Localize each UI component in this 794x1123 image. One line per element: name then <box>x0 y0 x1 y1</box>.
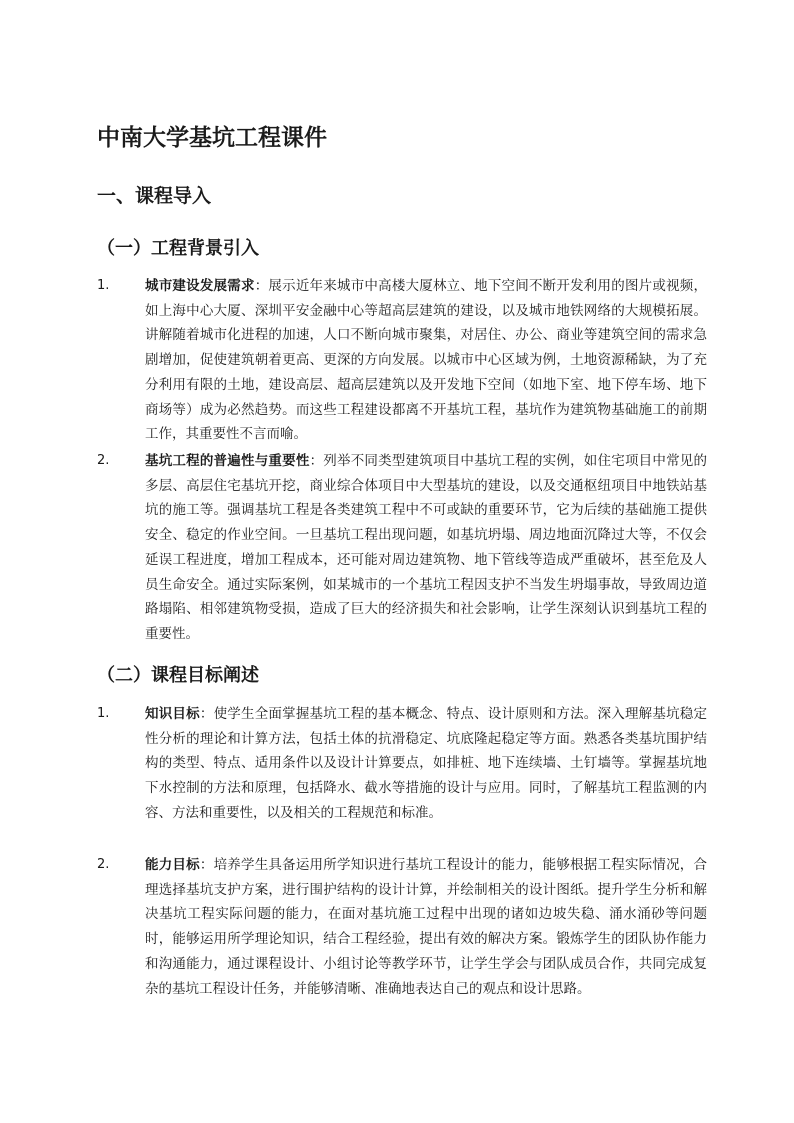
list-item-body <box>145 853 707 1001</box>
list-item-text: ：列举不同类型建筑项目中基坑工程的实例，如住宅项目中常见的多层、高层住宅基坑开挖，商业综合体项目中大型基坑的建设，以及交通枢纽项目中地铁站基坑的施工等。强调基坑工程是各类建筑工程中不可或缺的重要环节，它为后续的基础施工提供安全、稳定的作业空间。一旦基坑工程出现问题，如基坑坍塌、周边地面沉降过大等，不仅会延误工程进度，增加工程成本，还可能对周边建筑物、地下管线等造成严重破坏，甚至危及人员生命安全。通过实际案例，如某城市的一个基坑工程因支护不当发生坍塌事故，导致周边道路塌陷、相邻建筑物受损，造成了巨大的经济损失和社会影响，让学生深刻认识到基坑工程的重要性。 <box>145 453 708 642</box>
list-item-body <box>145 702 707 826</box>
list-number: 1. <box>97 278 110 293</box>
list-item-lead: 知识目标 <box>145 706 200 722</box>
list-item <box>97 853 707 1001</box>
list-item <box>97 274 707 447</box>
list-item-text: ：展示近年来城市中高楼大厦林立、地下空间不断开发利用的图片或视频，如上海中心大厦、深圳平安金融中心等超高层建筑的建设，以及城市地铁网络的大规模拓展。讲解随着城市化进程的加速，人口不断向城市聚集，对居住、办公、商业等建筑空间的需求急剧增加，促使建筑朝着更高、更深的方向发展。以城市中心区域为例，土地资源稀缺，为了充分利用有限的土地，建设高层、超高层建筑以及开发地下空间（如地下室、地下停车场、地下商场等）成为必然趋势。而这些工程建设都离不开基坑工程，基坑作为建筑物基础施工的前期工作，其重要性不言而喻。 <box>145 278 708 443</box>
list-item-text: ：培养学生具备运用所学知识进行基坑工程设计的能力，能够根据工程实际情况，合理选择基坑支护方案，进行围护结构的设计计算，并绘制相关的设计图纸。提升学生分析和解决基坑工程实际问题的能力，在面对基坑施工过程中出现的诸如边坡失稳、涌水涌砂等问题时，能够运用所学理论知识，结合工程经验，提出有效的解决方案。锻炼学生的团队协作能力和沟通能力，通过课程设计、小组讨论等教学环节，让学生学会与团队成员合作，共同完成复杂的基坑工程设计任务，并能够清晰、准确地表达自己的观点和设计思路。 <box>145 857 708 997</box>
list-number: 2. <box>97 453 110 468</box>
list-item-lead: 能力目标 <box>145 857 200 873</box>
section-heading-course-intro: 一、课程导入 <box>97 185 212 207</box>
list-number: 1. <box>97 706 110 721</box>
list-item <box>97 702 707 826</box>
list-item-body <box>145 449 707 647</box>
list-item-text: ：使学生全面掌握基坑工程的基本概念、特点、设计原则和方法。深入理解基坑稳定性分析的理论和计算方法，包括土体的抗滑稳定、坑底隆起稳定等方面。熟悉各类基坑围护结构的类型、特点、适用条件以及设计计算要点，如排桩、地下连续墙、土钉墙等。掌握基坑地下水控制的方法和原理，包括降水、截水等措施的设计与应用。同时，了解基坑工程监测的内容、方法和重要性，以及相关的工程规范和标准。 <box>145 706 708 821</box>
document-title: 中南大学基坑工程课件 <box>97 125 327 151</box>
list-item <box>97 449 707 647</box>
list-number: 2. <box>97 857 110 872</box>
list-item-lead: 城市建设发展需求 <box>145 278 255 294</box>
subsection-heading-objectives: （二）课程目标阐述 <box>97 665 259 686</box>
list-item-body <box>145 274 707 447</box>
subsection-heading-background: （一）工程背景引入 <box>97 238 259 259</box>
list-item-lead: 基坑工程的普遍性与重要性 <box>145 453 310 469</box>
